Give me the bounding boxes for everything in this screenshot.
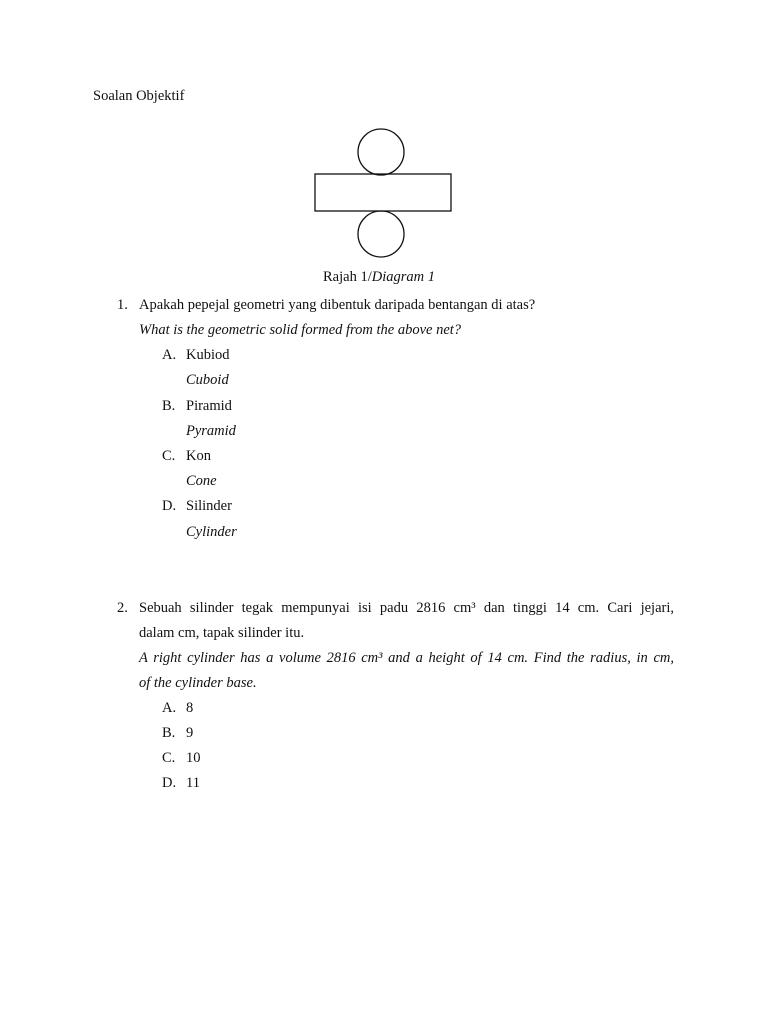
option-letter: D. [162, 775, 177, 791]
option-letter: C. [162, 448, 176, 464]
option-text-ms: Kubiod [186, 347, 230, 363]
question-number: 1. [117, 297, 128, 313]
option-letter: B. [162, 725, 176, 741]
option-text-en: Cylinder [186, 524, 237, 540]
option-text-ms: Kon [186, 448, 211, 464]
net-bottom-circle [358, 211, 404, 257]
option-text-en: Cuboid [186, 372, 229, 388]
option-value: 8 [186, 700, 194, 716]
diagram-caption-en: Diagram 1 [371, 269, 435, 285]
net-top-circle [358, 129, 404, 175]
question-text-ms-line2: dalam cm, tapak silinder itu. [139, 625, 305, 641]
question-number: 2. [117, 600, 128, 616]
option-value: 9 [186, 725, 194, 741]
option-letter: C. [162, 750, 176, 766]
question-text-en: What is the geometric solid formed from the above net? [139, 322, 462, 338]
option-value: 10 [186, 750, 201, 766]
option-letter: A. [162, 347, 177, 363]
diagram-caption-ms: Rajah 1/ [323, 269, 372, 285]
option-text-en: Pyramid [186, 423, 236, 439]
question-text-ms: Apakah pepejal geometri yang dibentuk daripada bentangan di atas? [139, 297, 536, 313]
net-rectangle [315, 174, 451, 211]
question-text-en-line1: A right cylinder has a volume 2816 cm³ and a height of 14 cm. Find the radius, in cm, [139, 650, 674, 666]
option-text-en: Cone [186, 473, 217, 489]
question-text-en-line2: of the cylinder base. [139, 675, 257, 691]
diagram-caption [323, 269, 435, 286]
option-letter: A. [162, 700, 177, 716]
option-letter: B. [162, 398, 176, 414]
cylinder-net-diagram [310, 126, 456, 260]
option-value: 11 [186, 775, 200, 791]
question-text-ms-line1: Sebuah silinder tegak mempunyai isi padu 2816 cm³ dan tinggi 14 cm. Cari jejari, [139, 600, 674, 616]
option-text-ms: Silinder [186, 498, 232, 514]
section-title: Soalan Objektif [93, 88, 185, 104]
option-letter: D. [162, 498, 177, 514]
option-text-ms: Piramid [186, 398, 232, 414]
